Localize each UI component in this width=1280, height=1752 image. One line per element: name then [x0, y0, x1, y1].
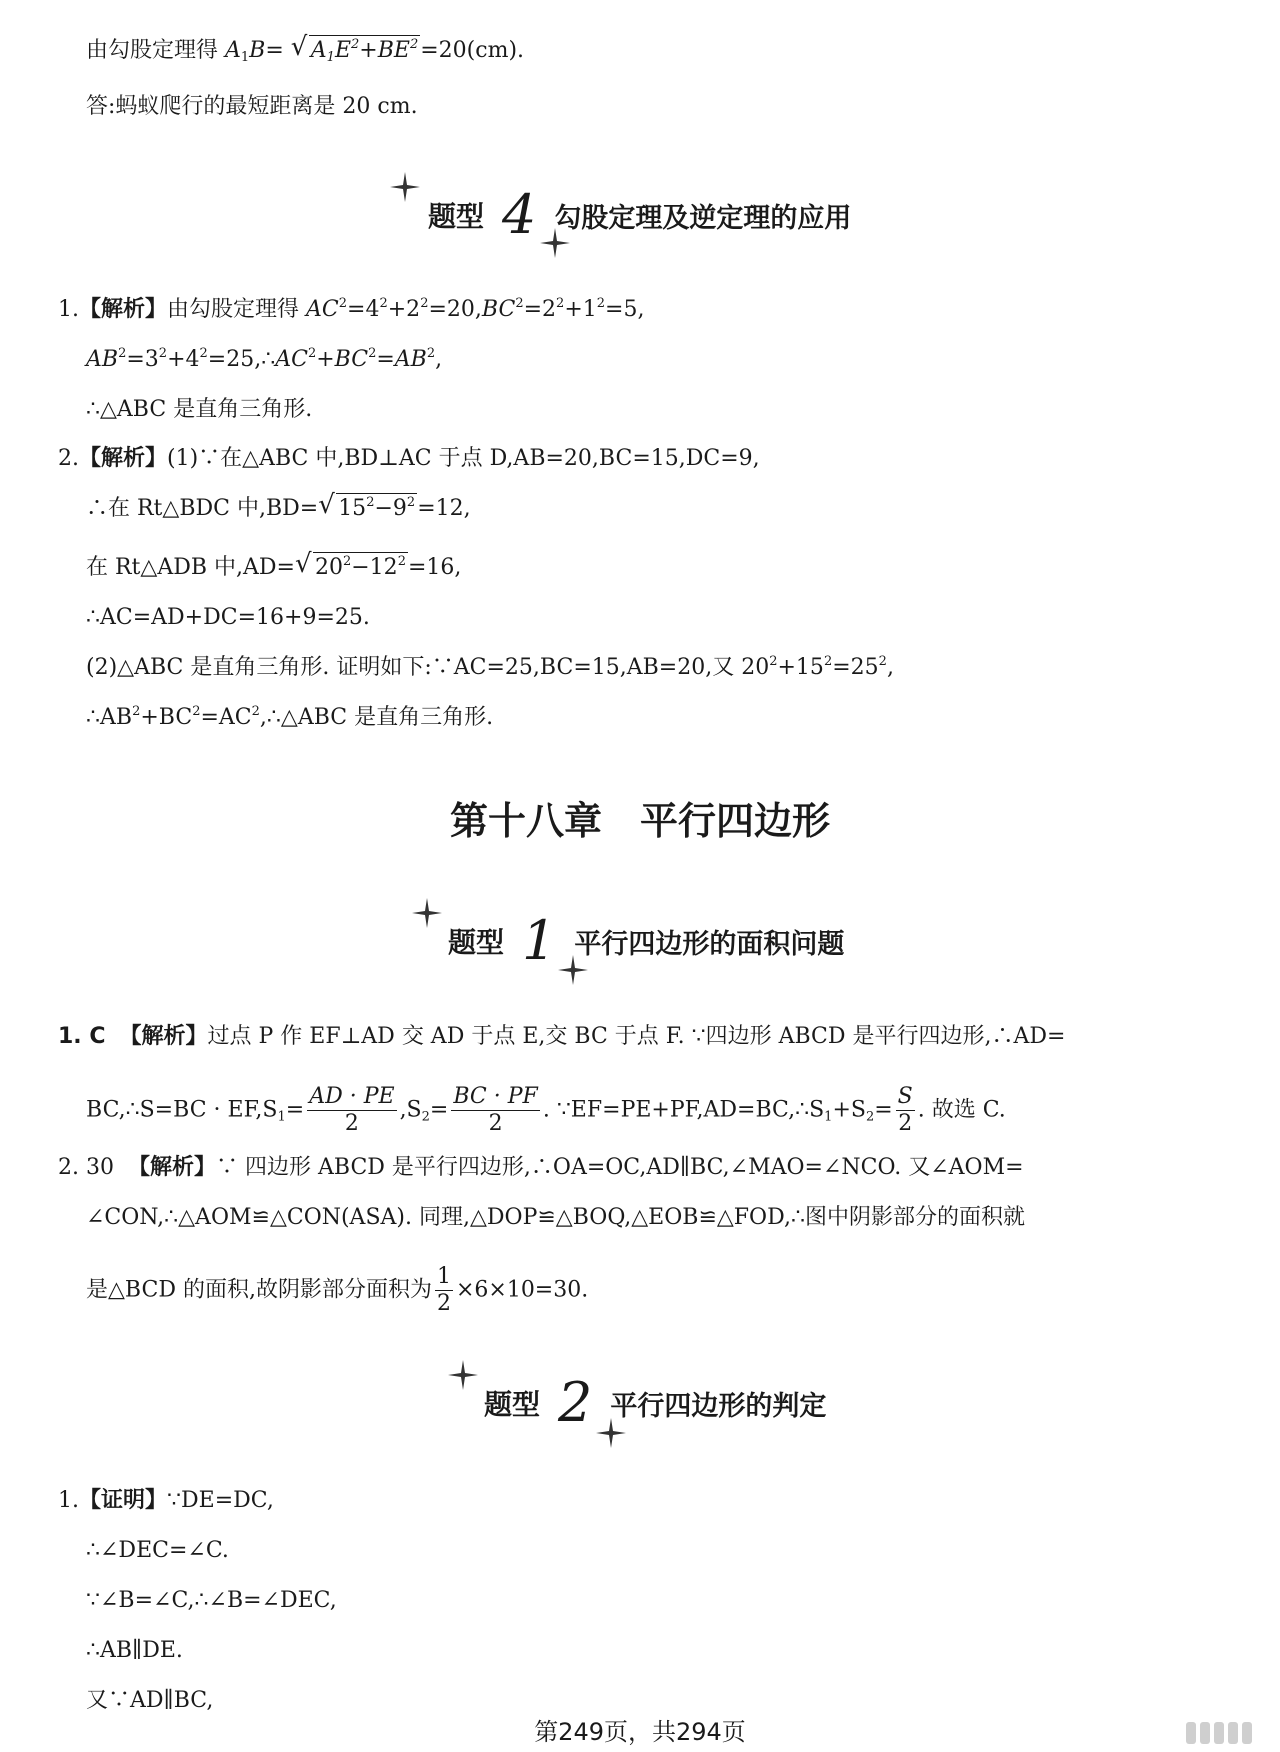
- chapter-title: 第十八章 平行四边形: [449, 799, 830, 843]
- sparkle-icon: [390, 172, 420, 202]
- section-heading-4: 题型 4 勾股定理及逆定理的应用: [428, 183, 852, 246]
- question-2-line-4: ∴AC=AD+DC=16+9=25.: [86, 605, 370, 630]
- question-1-line-1: 1.【解析】由勾股定理得 $AC^2=4^2+2^2=20,BC^2=2^2+1^2=5$,: [58, 296, 645, 322]
- sparkle-icon: [412, 898, 442, 928]
- section-heading-1: 题型 1 平行四边形的面积问题: [448, 909, 845, 972]
- s1-question-2-line-2: ∠CON,∴△AOM≌△CON(ASA). 同理,△DOP≌△BOQ,△EOB≌△FOD,∴图中阴影部分的面积就: [86, 1205, 1025, 1230]
- s2-question-1-line-5: 又∵AD∥BC,: [86, 1688, 214, 1713]
- s2-question-1-line-1: 1.【证明】∵DE=DC,: [58, 1488, 274, 1513]
- radical: √ $A_1E^2+BE^2$: [290, 32, 419, 65]
- corner-watermark: [1186, 1722, 1252, 1744]
- s2-question-1-line-3: ∵∠B=∠C,∴∠B=∠DEC,: [86, 1588, 337, 1613]
- section-heading-2: 题型 2 平行四边形的判定: [484, 1371, 827, 1434]
- s2-question-1-line-2: ∴∠DEC=∠C.: [86, 1538, 229, 1563]
- question-2-line-2: ∴在 Rt△BDC 中,BD= √ $15^2-9^2=12$,: [86, 490, 471, 521]
- s1-question-1-line-2: BC,∴S=BC · $EF,S_1=$ $\frac{AD \cdot PE}{2}$ $,S_2=$ $\frac{BC \cdot PF}{2}$ . $\because EF=PE+PF,AD=BC,\therefore S_1+S_2=$ $\frac{S}{2}$ . 故选 C.: [86, 1084, 1006, 1136]
- s1-question-1-line-1: 1. C 【解析】过点 P 作 EF⊥AD 交 AD 于点 E,交 BC 于点 F. ∵四边形 ABCD 是平行四边形,∴AD=: [58, 1024, 1066, 1049]
- question-2-line-6: $\therefore AB^2+BC^2=AC^2,\therefore\triangle ABC$ 是直角三角形.: [86, 704, 494, 730]
- answer-line-2: 答:蚂蚁爬行的最短距离是 20 cm.: [86, 94, 418, 119]
- question-1-line-2: $AB^2=3^2+4^2=25,\therefore AC^2+BC^2=AB^2$,: [86, 346, 443, 372]
- s1-question-2-line-1: 2. 30 【解析】∵ 四边形 ABCD 是平行四边形,∴OA=OC,AD∥BC,∠MAO=∠NCO. 又∠AOM=: [58, 1155, 1024, 1180]
- question-2-line-1: 2.【解析】(1)∵在△ABC 中,BD⊥AC 于点 D,AB=20,BC=15,DC=9,: [58, 446, 760, 471]
- s1-question-2-line-3: 是△BCD 的面积,故阴影部分面积为 $\frac{1}{2}$ ×6×10=30.: [86, 1264, 589, 1316]
- s2-question-1-line-4: ∴AB∥DE.: [86, 1638, 183, 1663]
- question-1-line-3: ∴△ABC 是直角三角形.: [86, 397, 313, 422]
- question-2-line-5: (2)△ABC 是直角三角形. 证明如下:∵AC=25,BC=15,AB=20,又 $20^2+15^2=25^2$,: [86, 654, 894, 680]
- question-2-line-3: 在 Rt△ADB 中,AD= √ $20^2-12^2=16$,: [86, 549, 462, 580]
- page-number-footer: 第249页，共294页: [534, 1718, 746, 1746]
- sparkle-icon: [448, 1360, 478, 1390]
- answer-line-1: 由勾股定理得 $A_1B=$ √ $A_1E^2+BE^2=20(cm)$.: [86, 32, 525, 65]
